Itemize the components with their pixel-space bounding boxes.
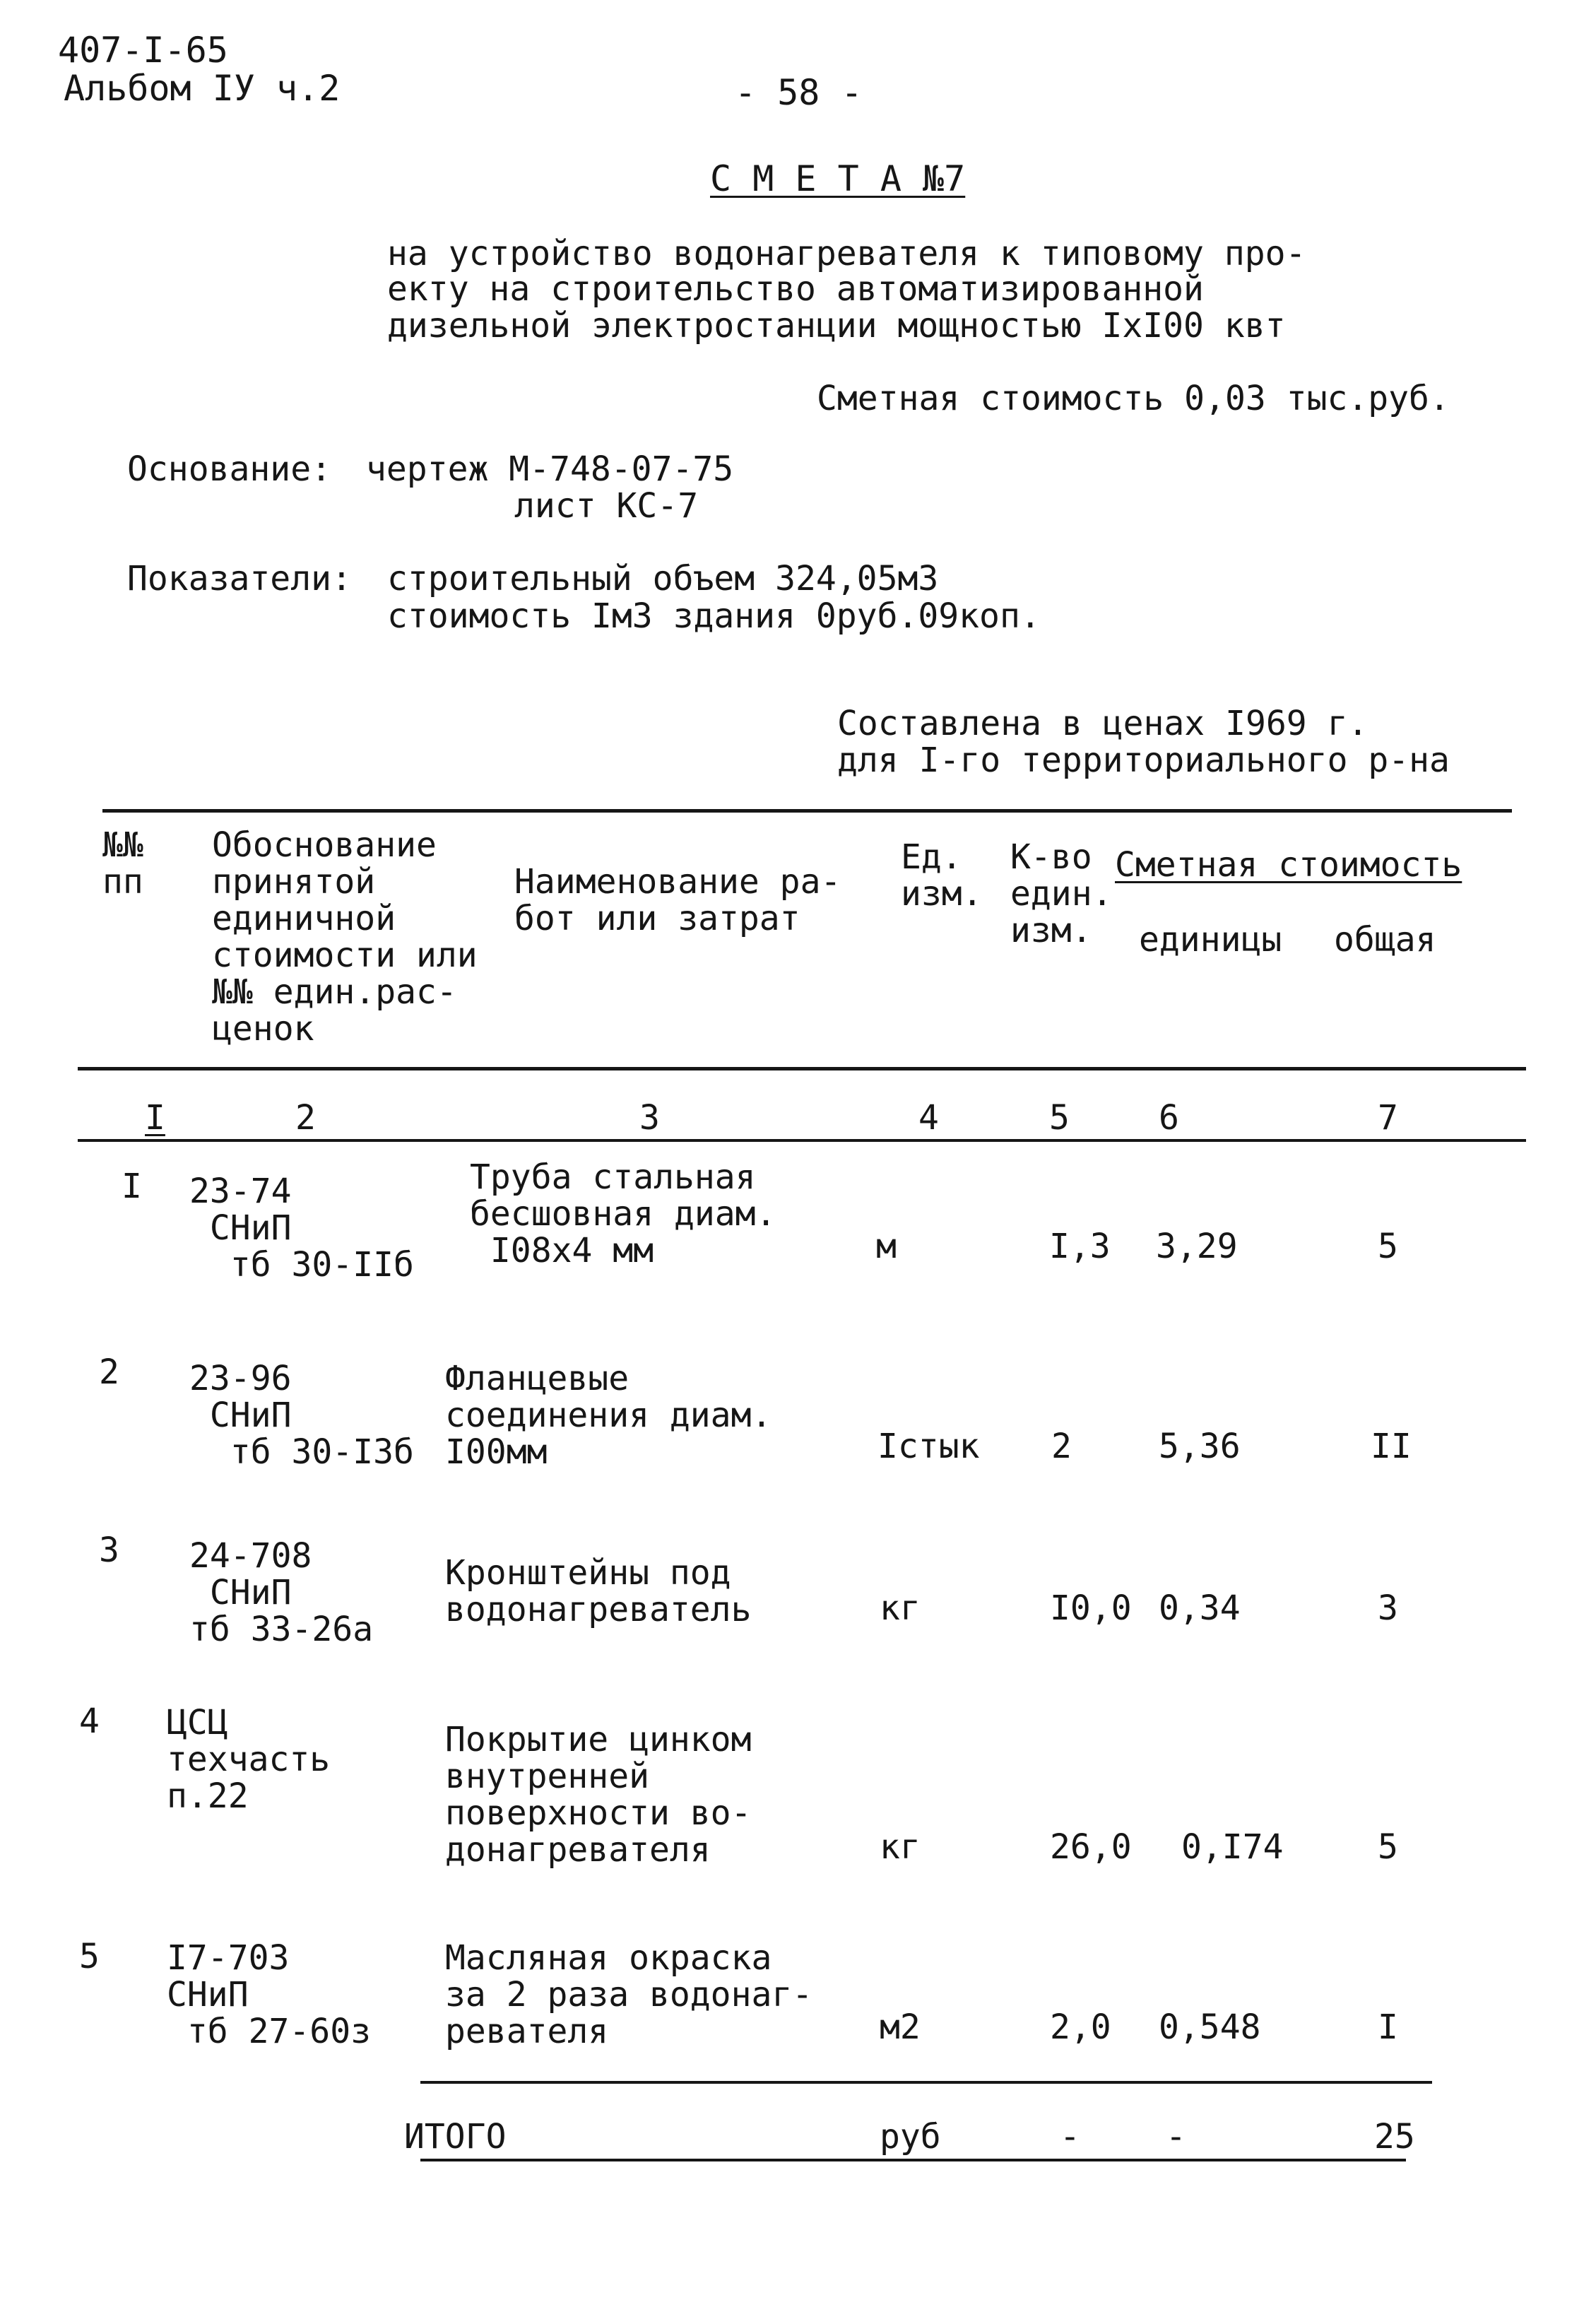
row-total: 5 (1378, 1227, 1398, 1266)
row-quantity: I,3 (1049, 1227, 1111, 1266)
row-unit-cost: 0,I74 (1181, 1827, 1284, 1867)
row-unit: м2 (880, 2007, 921, 2047)
page-number: - 58 - (735, 72, 863, 113)
row-unit-cost: 5,36 (1159, 1427, 1241, 1466)
column-number-4: 4 (918, 1098, 939, 1138)
header-col-name: Наименование ра- бот или затрат (514, 862, 841, 938)
row-name: Покрытие цинком внутренней поверхности во- донагревателя (445, 1720, 752, 1870)
row-number: I (122, 1167, 142, 1206)
document-code: 407-I-65 (58, 30, 228, 71)
prices-note-line-2: для I-го территориального р-на (837, 741, 1450, 780)
row-total: I (1378, 2007, 1398, 2047)
row-unit: кг (880, 1588, 921, 1628)
indicator-volume: строительный объем 324,05м3 (387, 559, 939, 598)
row-basis: 24-708 СНиП тб 33-26а (189, 1536, 374, 1649)
row-number: 5 (79, 1937, 100, 1976)
row-unit: кг (880, 1827, 921, 1867)
row-quantity: I0,0 (1050, 1588, 1132, 1628)
row-unit: м (876, 1227, 897, 1266)
table-top-rule (102, 809, 1512, 813)
header-col-number: №№ пп (102, 825, 143, 902)
column-number-2: 2 (295, 1098, 316, 1138)
estimated-cost: Сметная стоимость 0,03 тыс.руб. (817, 379, 1450, 418)
row-name: Фланцевые соединения диам. I00мм (445, 1359, 772, 1472)
total-unit-cost: - (1166, 2117, 1186, 2157)
row-basis: 23-96 СНиП тб 30-I3б (189, 1359, 414, 1472)
row-total: 3 (1378, 1588, 1398, 1628)
row-basis: 23-74 СНиП тб 30-IIб (189, 1172, 414, 1285)
row-quantity: 26,0 (1050, 1827, 1132, 1867)
header-col-total: общая (1334, 920, 1436, 960)
header-col-unit-cost: единицы (1139, 920, 1282, 960)
row-unit: Iстык (877, 1427, 980, 1466)
column-number-7: 7 (1378, 1098, 1398, 1138)
row-unit-cost: 0,34 (1159, 1588, 1241, 1628)
header-col-basis: Обоснование принятой единичной стоимости или №№ един.рас- ценок (212, 825, 478, 1049)
header-col-quantity: К-во един. изм. (1010, 837, 1113, 950)
row-number: 4 (79, 1701, 100, 1741)
indicators-label: Показатели: (127, 559, 352, 598)
column-number-6: 6 (1159, 1098, 1179, 1138)
estimate-title: С М Е Т А №7 (710, 158, 966, 199)
album-reference: Альбом IУ ч.2 (64, 68, 341, 109)
row-name: Труба стальная бесшовная диам. I08x4 мм (470, 1157, 776, 1270)
header-col-unit: Ед. изм. (901, 837, 983, 914)
total-underline (420, 2159, 1406, 2161)
row-number: 3 (99, 1530, 119, 1570)
row-basis: ЦСЦ техчасть п.22 (167, 1703, 331, 1816)
total-amount: 25 (1374, 2117, 1415, 2157)
row-quantity: 2,0 (1050, 2007, 1111, 2047)
pre-total-rule (420, 2081, 1432, 2084)
row-name: Масляная окраска за 2 раза водонаг- ревателя (445, 1938, 813, 2051)
row-unit-cost: 3,29 (1156, 1227, 1238, 1266)
row-name: Кронштейны под водонагреватель (445, 1553, 752, 1629)
total-quantity: - (1060, 2117, 1080, 2157)
indicator-cost-per-m3: стоимость IмЗ здания 0руб.09коп. (387, 596, 1041, 636)
row-basis: I7-703 СНиП тб 27-60з (167, 1938, 371, 2051)
basis-drawing: чертеж М-748-07-75 (366, 449, 734, 489)
basis-sheet: лист КС-7 (514, 486, 699, 526)
column-number-3: 3 (639, 1098, 660, 1138)
column-numbers-rule (78, 1139, 1526, 1142)
row-unit-cost: 0,548 (1159, 2007, 1261, 2047)
subtitle-line-3: дизельной электростанции мощностью IxI00 квт (387, 306, 1286, 346)
row-number: 2 (99, 1352, 119, 1392)
subtitle-line-1: на устройство водонагревателя к типовому про- (387, 234, 1306, 273)
basis-label: Основание: (127, 449, 331, 489)
row-total: 5 (1378, 1827, 1398, 1867)
row-quantity: 2 (1051, 1427, 1072, 1466)
subtitle-line-2: екту на строительство автоматизированной (387, 269, 1204, 309)
header-bottom-rule (78, 1067, 1526, 1070)
column-number-5: 5 (1049, 1098, 1070, 1138)
column-number-1: I (145, 1098, 165, 1138)
prices-note-line-1: Составлена в ценах I969 г. (837, 704, 1369, 743)
row-total: II (1371, 1427, 1412, 1466)
total-label: ИТОГО (404, 2117, 507, 2157)
total-unit: руб (880, 2117, 941, 2157)
header-group-estimated-cost: Сметная стоимость (1115, 845, 1462, 885)
